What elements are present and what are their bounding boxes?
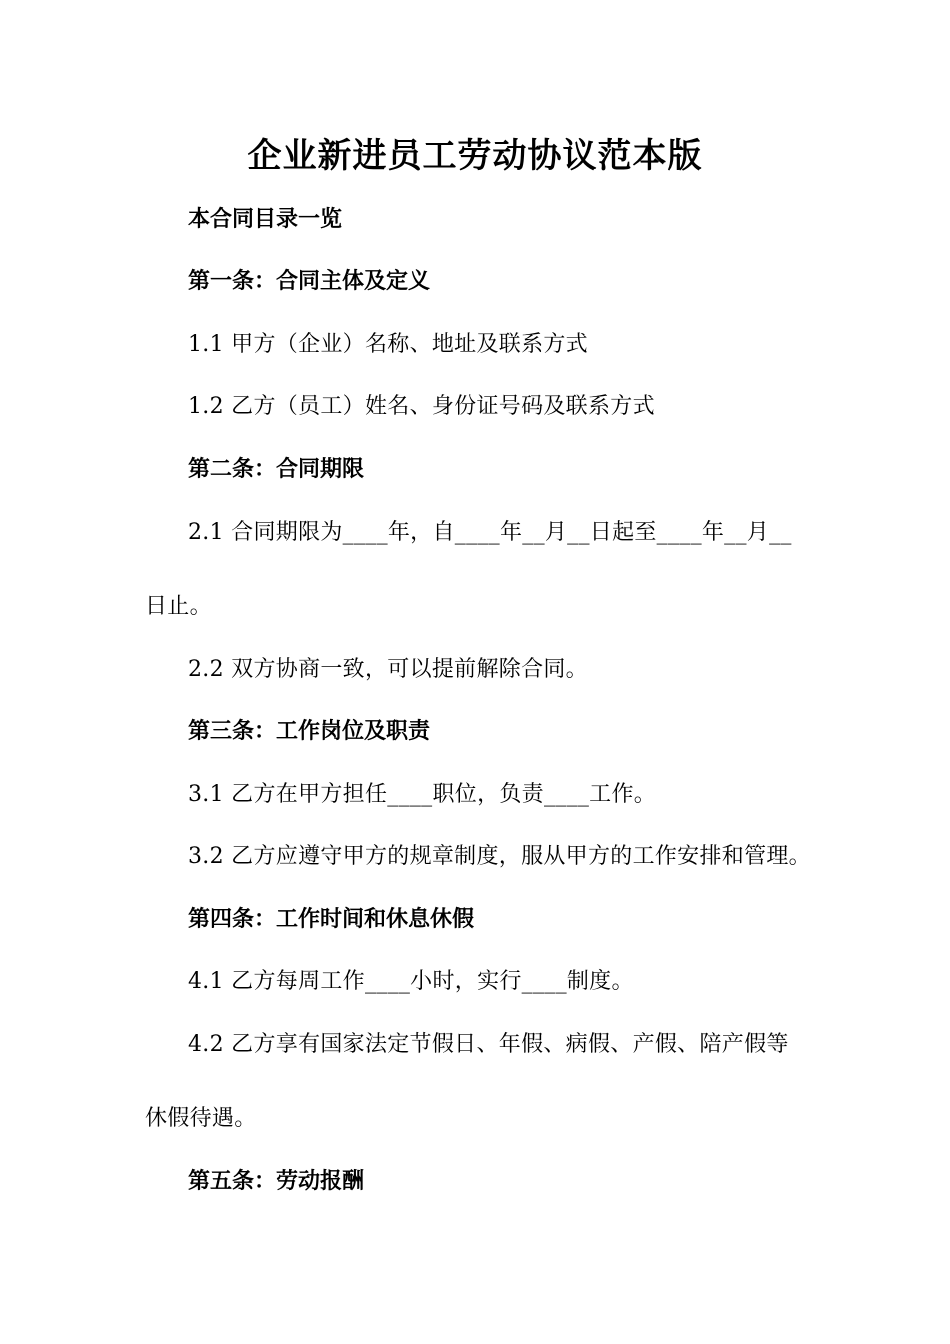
article-2-heading: 第二条：合同期限 [188,457,365,482]
clause-4-1: 4.1 乙方每周工作____小时，实行____制度。 [188,969,634,994]
article-1-heading: 第一条：合同主体及定义 [188,269,431,294]
toc-heading: 本合同目录一览 [188,207,343,232]
clause-4-2-continued: 休假待遇。 [145,1106,257,1131]
clause-3-1: 3.1 乙方在甲方担任____职位，负责____工作。 [188,782,657,807]
clause-2-1: 2.1 合同期限为____年，自____年__月__日起至____年__月__ [188,520,792,545]
document-title: 企业新进员工劳动协议范本版 [247,136,703,176]
article-3-heading: 第三条：工作岗位及职责 [188,719,431,744]
article-4-heading: 第四条：工作时间和休息休假 [188,907,475,932]
clause-1-1: 1.1 甲方（企业）名称、地址及联系方式 [188,332,588,357]
clause-1-2: 1.2 乙方（员工）姓名、身份证号码及联系方式 [188,394,655,419]
clause-3-2: 3.2 乙方应遵守甲方的规章制度，服从甲方的工作安排和管理。 [188,844,811,869]
clause-4-2: 4.2 乙方享有国家法定节假日、年假、病假、产假、陪产假等 [188,1032,789,1057]
clause-2-1-continued: 日止。 [145,594,212,619]
article-5-heading: 第五条：劳动报酬 [188,1169,365,1194]
clause-2-2: 2.2 双方协商一致，可以提前解除合同。 [188,657,588,682]
